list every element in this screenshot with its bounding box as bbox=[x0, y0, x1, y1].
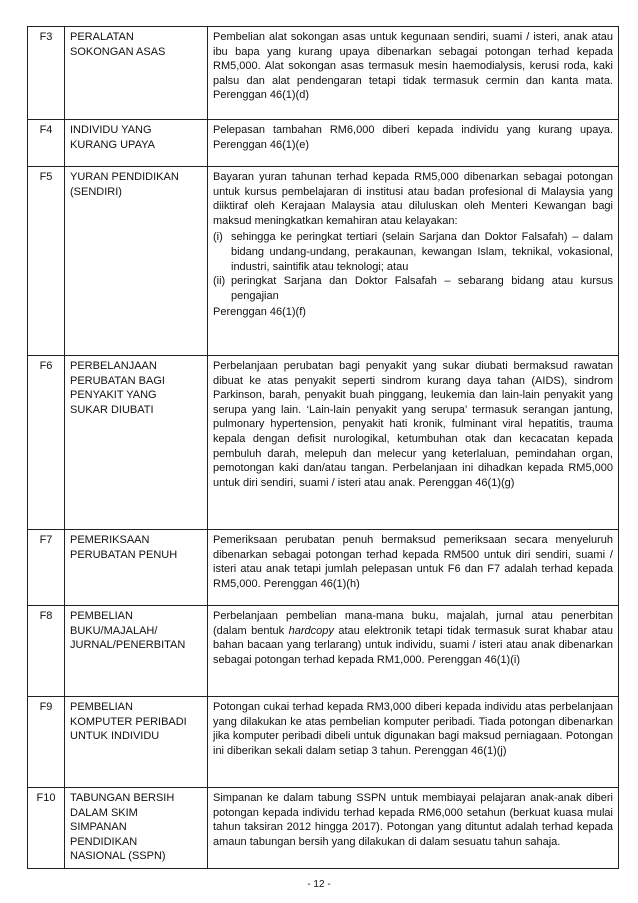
italic-term: hardcopy bbox=[288, 624, 334, 637]
description-text: Bayaran yuran tahunan terhad kepada RM5,000 dibenarkan sebagai potongan untuk kursus pembelajaran di institusi atau badan profesional di Malaysia yang diiktiraf oleh Kerajaan Malaysia atau diluluskan oleh Menteri Kewangan bagi maksud meningkatkan kemahiran atau kelayakan: bbox=[213, 171, 613, 227]
tax-relief-table bbox=[27, 26, 619, 869]
row-description: Pembelian alat sokongan asas untuk kegunaan sendiri, suami / isteri, anak atau ibu bapa yang kurang upaya dibenarkan sebagai potongan terhad kepada RM5,000. Alat sokongan asas termasuk mesin haemodialysis, kerusi roda, kaki palsu dan alat pendengaran tetapi tidak termasuk cermin dan kanta mata. Perenggan 46(1)(d) bbox=[208, 27, 619, 120]
row-title: PEMERIKSAAN PERUBATAN PENUH bbox=[65, 530, 208, 606]
list-item-text: peringkat Sarjana dan Doktor Falsafah – sebarang bidang atau kursus pengajian bbox=[231, 275, 613, 302]
list-item bbox=[213, 274, 613, 303]
row-code: F7 bbox=[28, 530, 65, 606]
row-title: YURAN PENDIDIKAN (SENDIRI) bbox=[65, 167, 208, 356]
row-code: F3 bbox=[28, 27, 65, 120]
table-row bbox=[28, 356, 619, 530]
row-description: Perbelanjaan pembelian mana-mana buku, majalah, jurnal atau penerbitan (dalam bentuk hardcopy atau elektronik tetapi tidak termasuk surat khabar atau bahan bacaan yang terlarang) untuk individu, suami / isteri atau anak dibenarkan sebagai potongan terhad kepada RM1,000. Perenggan 46(1)(i) bbox=[208, 606, 619, 697]
row-description: Perbelanjaan perubatan bagi penyakit yang sukar diubati bermaksud rawatan dibuat ke atas penyakit seperti sindrom kurang daya tahan (AIDS), sindrom Parkinson, barah, penyakit buah pinggang, leukemia dan lain-lain penyakit yang serupa yang lain. ‘Lain-lain penyakit yang serupa’ termasuk serangan jantung, pulmonary hypertension, penyakit hati kronik, fulminant viral hepatitis, trauma kepala dengan defisit nurologikal, ketumbuhan otak dan kecacatan kepada pembuluh darah, melepuh dan melecur yang keterlaluan, pemindahan organ, pemotongan kaki dan/atau tangan. Perbelanjaan ini dihadkan kepada RM5,000 untuk diri sendiri, suami / isteri atau anak. Perenggan 46(1)(g) bbox=[208, 356, 619, 530]
row-title: PERALATAN SOKONGAN ASAS bbox=[65, 27, 208, 120]
row-code: F10 bbox=[28, 788, 65, 869]
row-title: INDIVIDU YANG KURANG UPAYA bbox=[65, 120, 208, 167]
row-description: Pelepasan tambahan RM6,000 diberi kepada individu yang kurang upaya. Perenggan 46(1)(e) bbox=[208, 120, 619, 167]
row-description bbox=[208, 167, 619, 356]
table-row bbox=[28, 788, 619, 869]
list-marker: (ii) bbox=[213, 275, 226, 288]
table-row bbox=[28, 530, 619, 606]
page-number: - 12 - bbox=[307, 879, 331, 890]
row-description: Potongan cukai terhad kepada RM3,000 diberi kepada individu atas perbelanjaan yang dilakukan ke atas pembelian komputer peribadi. Tiada potongan dibenarkan jika komputer peribadi dibeli untuk digunakan bagi maksud perniagaan. Potongan ini diberikan sekali dalam setiap 3 tahun. Perenggan 46(1)(j) bbox=[208, 697, 619, 788]
row-title: PERBELANJAAN PERUBATAN BAGI PENYAKIT YANG SUKAR DIUBATI bbox=[65, 356, 208, 530]
table-row bbox=[28, 120, 619, 167]
list-marker: (i) bbox=[213, 231, 223, 244]
row-description: Pemeriksaan perubatan penuh bermaksud pemeriksaan secara menyeluruh dibenarkan sebagai potongan terhad kepada RM500 untuk diri sendiri, suami / isteri atau anak tetapi jumlah pelepasan untuk F6 dan F7 adalah terhad kepada RM5,000. Perenggan 46(1)(h) bbox=[208, 530, 619, 606]
table-row bbox=[28, 697, 619, 788]
list-item bbox=[213, 230, 613, 274]
row-code: F8 bbox=[28, 606, 65, 697]
table-row bbox=[28, 27, 619, 120]
list-item-text: sehingga ke peringkat tertiari (selain Sarjana dan Doktor Falsafah) – dalam bidang undang-undang, perakaunan, kewangan Islam, teknikal, vokasional, industri, saintifik atau teknologi; atau bbox=[231, 231, 613, 273]
paragraph-reference: Perenggan 46(1)(f) bbox=[213, 306, 306, 319]
row-code: F5 bbox=[28, 167, 65, 356]
row-description: Simpanan ke dalam tabung SSPN untuk membiayai pelajaran anak-anak diberi potongan kepada individu terhad kepada RM6,000 setahun (berkuat kuasa mulai tahun taksiran 2012 hingga 2017). Potongan yang dituntut adalah terhad kepada amaun tabungan bersih yang dilakukan di dalam sesuatu tahun sahaja. bbox=[208, 788, 619, 869]
table-row bbox=[28, 606, 619, 697]
row-code: F9 bbox=[28, 697, 65, 788]
row-code: F6 bbox=[28, 356, 65, 530]
row-title: TABUNGAN BERSIH DALAM SKIM SIMPANAN PENDIDIKAN NASIONAL (SSPN) bbox=[65, 788, 208, 869]
row-title: PEMBELIAN BUKU/MAJALAH/ JURNAL/PENERBITAN bbox=[65, 606, 208, 697]
condition-list bbox=[213, 230, 613, 303]
row-code: F4 bbox=[28, 120, 65, 167]
table-row bbox=[28, 167, 619, 356]
row-title: PEMBELIAN KOMPUTER PERIBADI UNTUK INDIVIDU bbox=[65, 697, 208, 788]
